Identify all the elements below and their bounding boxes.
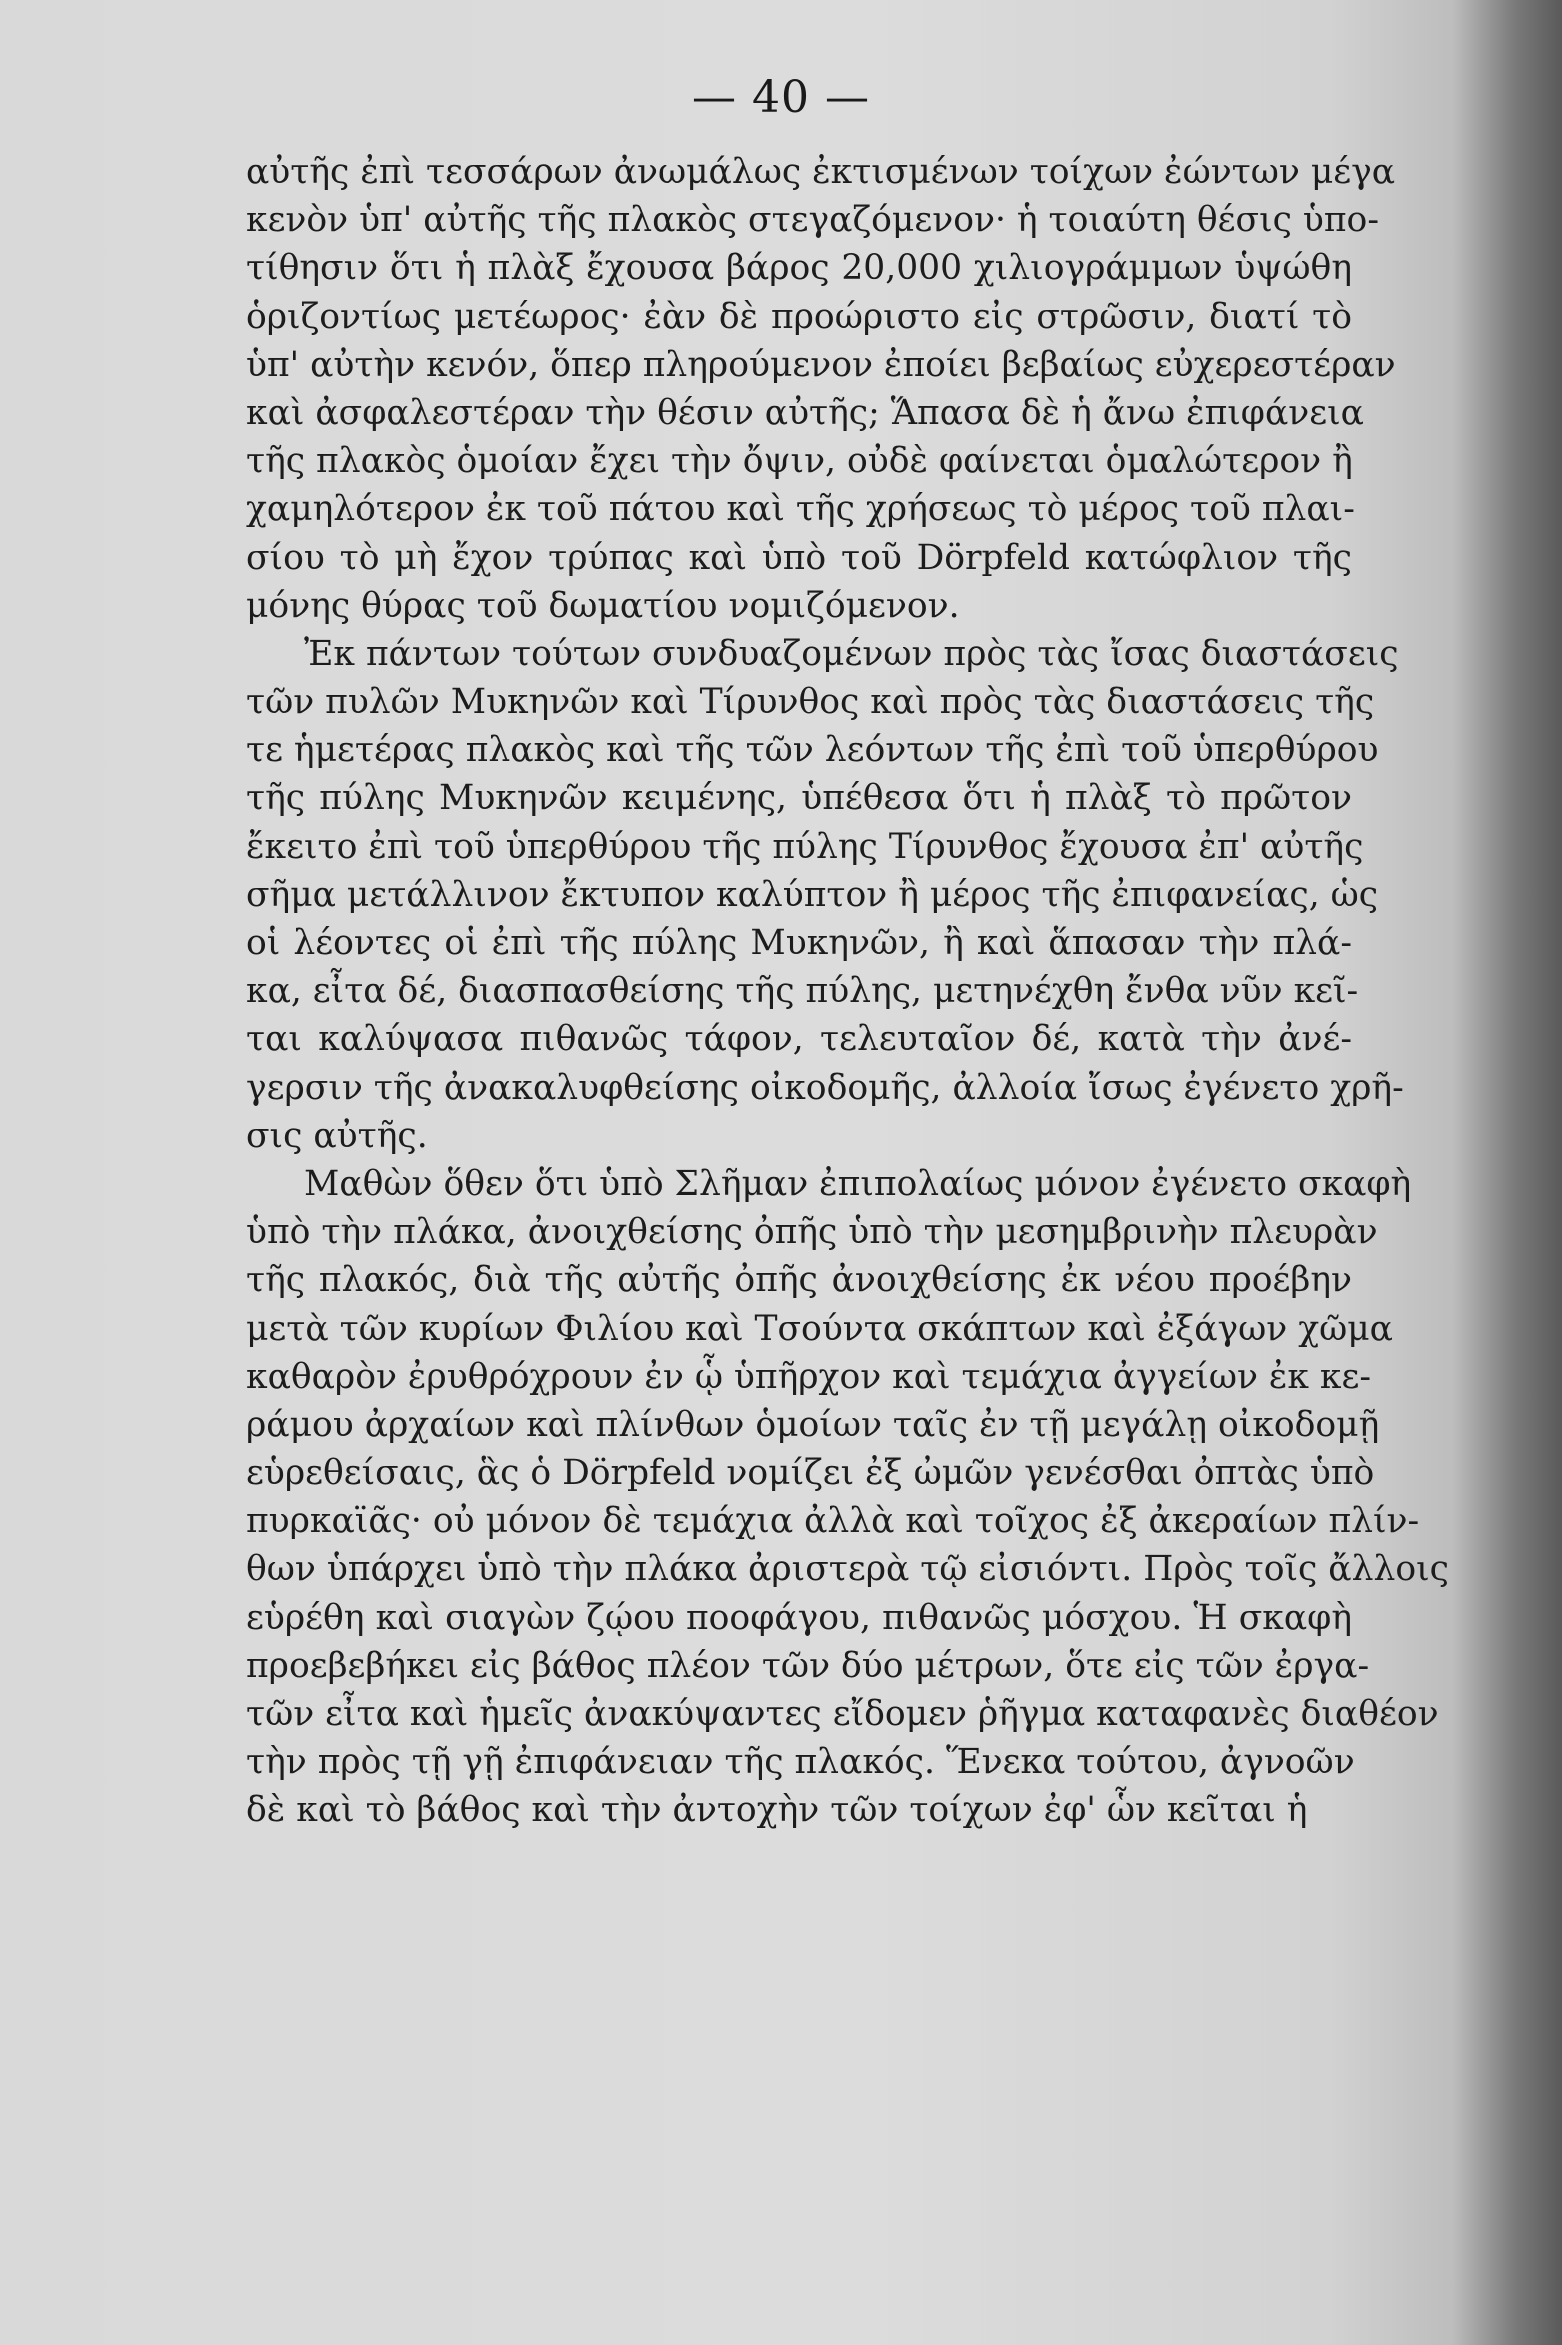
text-line: μετὰ τῶν κυρίων Φιλίου καὶ Τσούντα σκάπτων καὶ ἐξάγων χῶμα	[246, 1308, 1393, 1349]
text-line: ὑπὸ τὴν πλάκα, ἀνοιχθείσης ὀπῆς ὑπὸ τὴν μεσημβρινὴν πλευρὰν	[246, 1212, 1378, 1253]
text-line: πυρκαϊᾶς· οὐ μόνον δὲ τεμάχια ἀλλὰ καὶ τοῖχος ἐξ ἀκεραίων πλίν-	[246, 1501, 1420, 1542]
text-line: μόνης θύρας τοῦ δωματίου νομιζόμενον.	[246, 585, 960, 626]
paragraph	[246, 630, 1404, 1160]
body-text	[246, 148, 1449, 1835]
text-line: τε ἡμετέρας πλακὸς καὶ τῆς τῶν λεόντων τῆς ἐπὶ τοῦ ὑπερθύρου	[246, 730, 1379, 771]
text-line: γερσιν τῆς ἀνακαλυφθείσης οἰκοδομῆς, ἀλλοία ἴσως ἐγένετο χρῆ-	[246, 1067, 1404, 1108]
text-line: ὁριζοντίως μετέωρος· ἐὰν δὲ προώριστο εἰς στρῶσιν, διατί τὸ	[246, 296, 1352, 337]
text-line: ται καλύψασα πιθανῶς τάφον, τελευταῖον δέ, κατὰ τὴν ἀνέ-	[246, 1019, 1352, 1060]
text-line: οἱ λέοντες οἱ ἐπὶ τῆς πύλης Μυκηνῶν, ἢ καὶ ἅπασαν τὴν πλά-	[246, 923, 1352, 963]
text-line: ὑπ' αὐτὴν κενόν, ὅπερ πληρούμενον ἐποίει βεβαίως εὐχερεστέραν	[246, 344, 1396, 385]
text-line: θων ὑπάρχει ὑπὸ τὴν πλάκα ἀριστερὰ τῷ εἰσιόντι. Πρὸς τοῖς ἄλλοις	[246, 1549, 1449, 1590]
text-line: ἔκειτο ἐπὶ τοῦ ὑπερθύρου τῆς πύλης Τίρυνθος ἔχουσα ἐπ' αὐτῆς	[246, 826, 1364, 867]
text-line: χαμηλότερον ἐκ τοῦ πάτου καὶ τῆς χρήσεως τὸ μέρος τοῦ πλαι-	[246, 489, 1355, 530]
text-line: αὐτῆς ἐπὶ τεσσάρων ἀνωμάλως ἐκτισμένων τοίχων ἐώντων μέγα	[246, 152, 1396, 192]
text-line: τῶν εἶτα καὶ ἡμεῖς ἀνακύψαντες εἴδομεν ῥῆγμα καταφανὲς διαθέον	[246, 1694, 1439, 1734]
text-line: καὶ ἀσφαλεστέραν τὴν θέσιν αὐτῆς; Ἅπασα δὲ ἡ ἄνω ἐπιφάνεια	[246, 392, 1364, 433]
paragraph	[246, 148, 1396, 630]
text-line: τίθησιν ὅτι ἡ πλὰξ ἔχουσα βάρος 20,000 χιλιογράμμων ὑψώθη	[246, 248, 1352, 289]
text-line: προεβεβήκει εἰς βάθος πλέον τῶν δύο μέτρων, ὅτε εἰς τῶν ἐργα-	[246, 1645, 1370, 1686]
text-line: σίου τὸ μὴ ἔχον τρύπας καὶ ὑπὸ τοῦ Dörpfeld κατώφλιον τῆς	[246, 537, 1352, 578]
text-line: τῆς πλακός, διὰ τῆς αὐτῆς ὀπῆς ἀνοιχθείσης ἐκ νέου προέβην	[246, 1260, 1352, 1301]
text-line: σις αὐτῆς.	[246, 1115, 428, 1156]
text-line: δὲ καὶ τὸ βάθος καὶ τὴν ἀντοχὴν τῶν τοίχων ἐφ' ὧν κεῖται ἡ	[246, 1790, 1308, 1831]
text-line: Μαθὼν ὅθεν ὅτι ὑπὸ Σλῆμαν ἐπιπολαίως μόνον ἐγένετο σκαφὴ	[304, 1163, 1412, 1204]
text-line: τὴν πρὸς τῇ γῇ ἐπιφάνειαν τῆς πλακός. Ἕνεκα τούτου, ἀγνοῶν	[246, 1742, 1355, 1783]
text-line: εὑρεθείσαις, ἃς ὁ Dörpfeld νομίζει ἐξ ὠμῶν γενέσθαι ὀπτὰς ὑπὸ	[246, 1453, 1375, 1494]
text-line: καθαρὸν ἐρυθρόχρουν ἐν ᾧ ὑπῆρχον καὶ τεμάχια ἀγγείων ἐκ κε-	[246, 1356, 1372, 1397]
text-line: τῆς πλακὸς ὁμοίαν ἔχει τὴν ὄψιν, οὐδὲ φαίνεται ὁμαλώτερον ἢ	[246, 441, 1353, 482]
page-number-header: — 40 —	[692, 72, 870, 123]
text-line: κα, εἶτα δέ, διασπασθείσης τῆς πύλης, μετηνέχθη ἔνθα νῦν κεῖ-	[246, 971, 1359, 1012]
text-line: κενὸν ὑπ' αὐτῆς τῆς πλακὸς στεγαζόμενον· ἡ τοιαύτη θέσις ὑπο-	[246, 200, 1379, 241]
text-line: τῶν πυλῶν Μυκηνῶν καὶ Τίρυνθος καὶ πρὸς τὰς διαστάσεις τῆς	[246, 682, 1375, 723]
paragraph	[246, 1160, 1449, 1835]
text-line: σῆμα μετάλλινον ἔκτυπον καλύπτον ἢ μέρος τῆς ἐπιφανείας, ὡς	[246, 874, 1379, 915]
text-line: τῆς πύλης Μυκηνῶν κειμένης, ὑπέθεσα ὅτι ἡ πλὰξ τὸ πρῶτον	[246, 778, 1352, 819]
text-line: Ἐκ πάντων τούτων συνδυαζομένων πρὸς τὰς ἴσας διαστάσεις	[304, 633, 1399, 674]
text-line: ράμου ἀρχαίων καὶ πλίνθων ὁμοίων ταῖς ἐν τῇ μεγάλῃ οἰκοδομῇ	[246, 1404, 1380, 1445]
text-line: εὑρέθη καὶ σιαγὼν ζῴου ποοφάγου, πιθανῶς μόσχου. Ἡ σκαφὴ	[246, 1597, 1352, 1638]
